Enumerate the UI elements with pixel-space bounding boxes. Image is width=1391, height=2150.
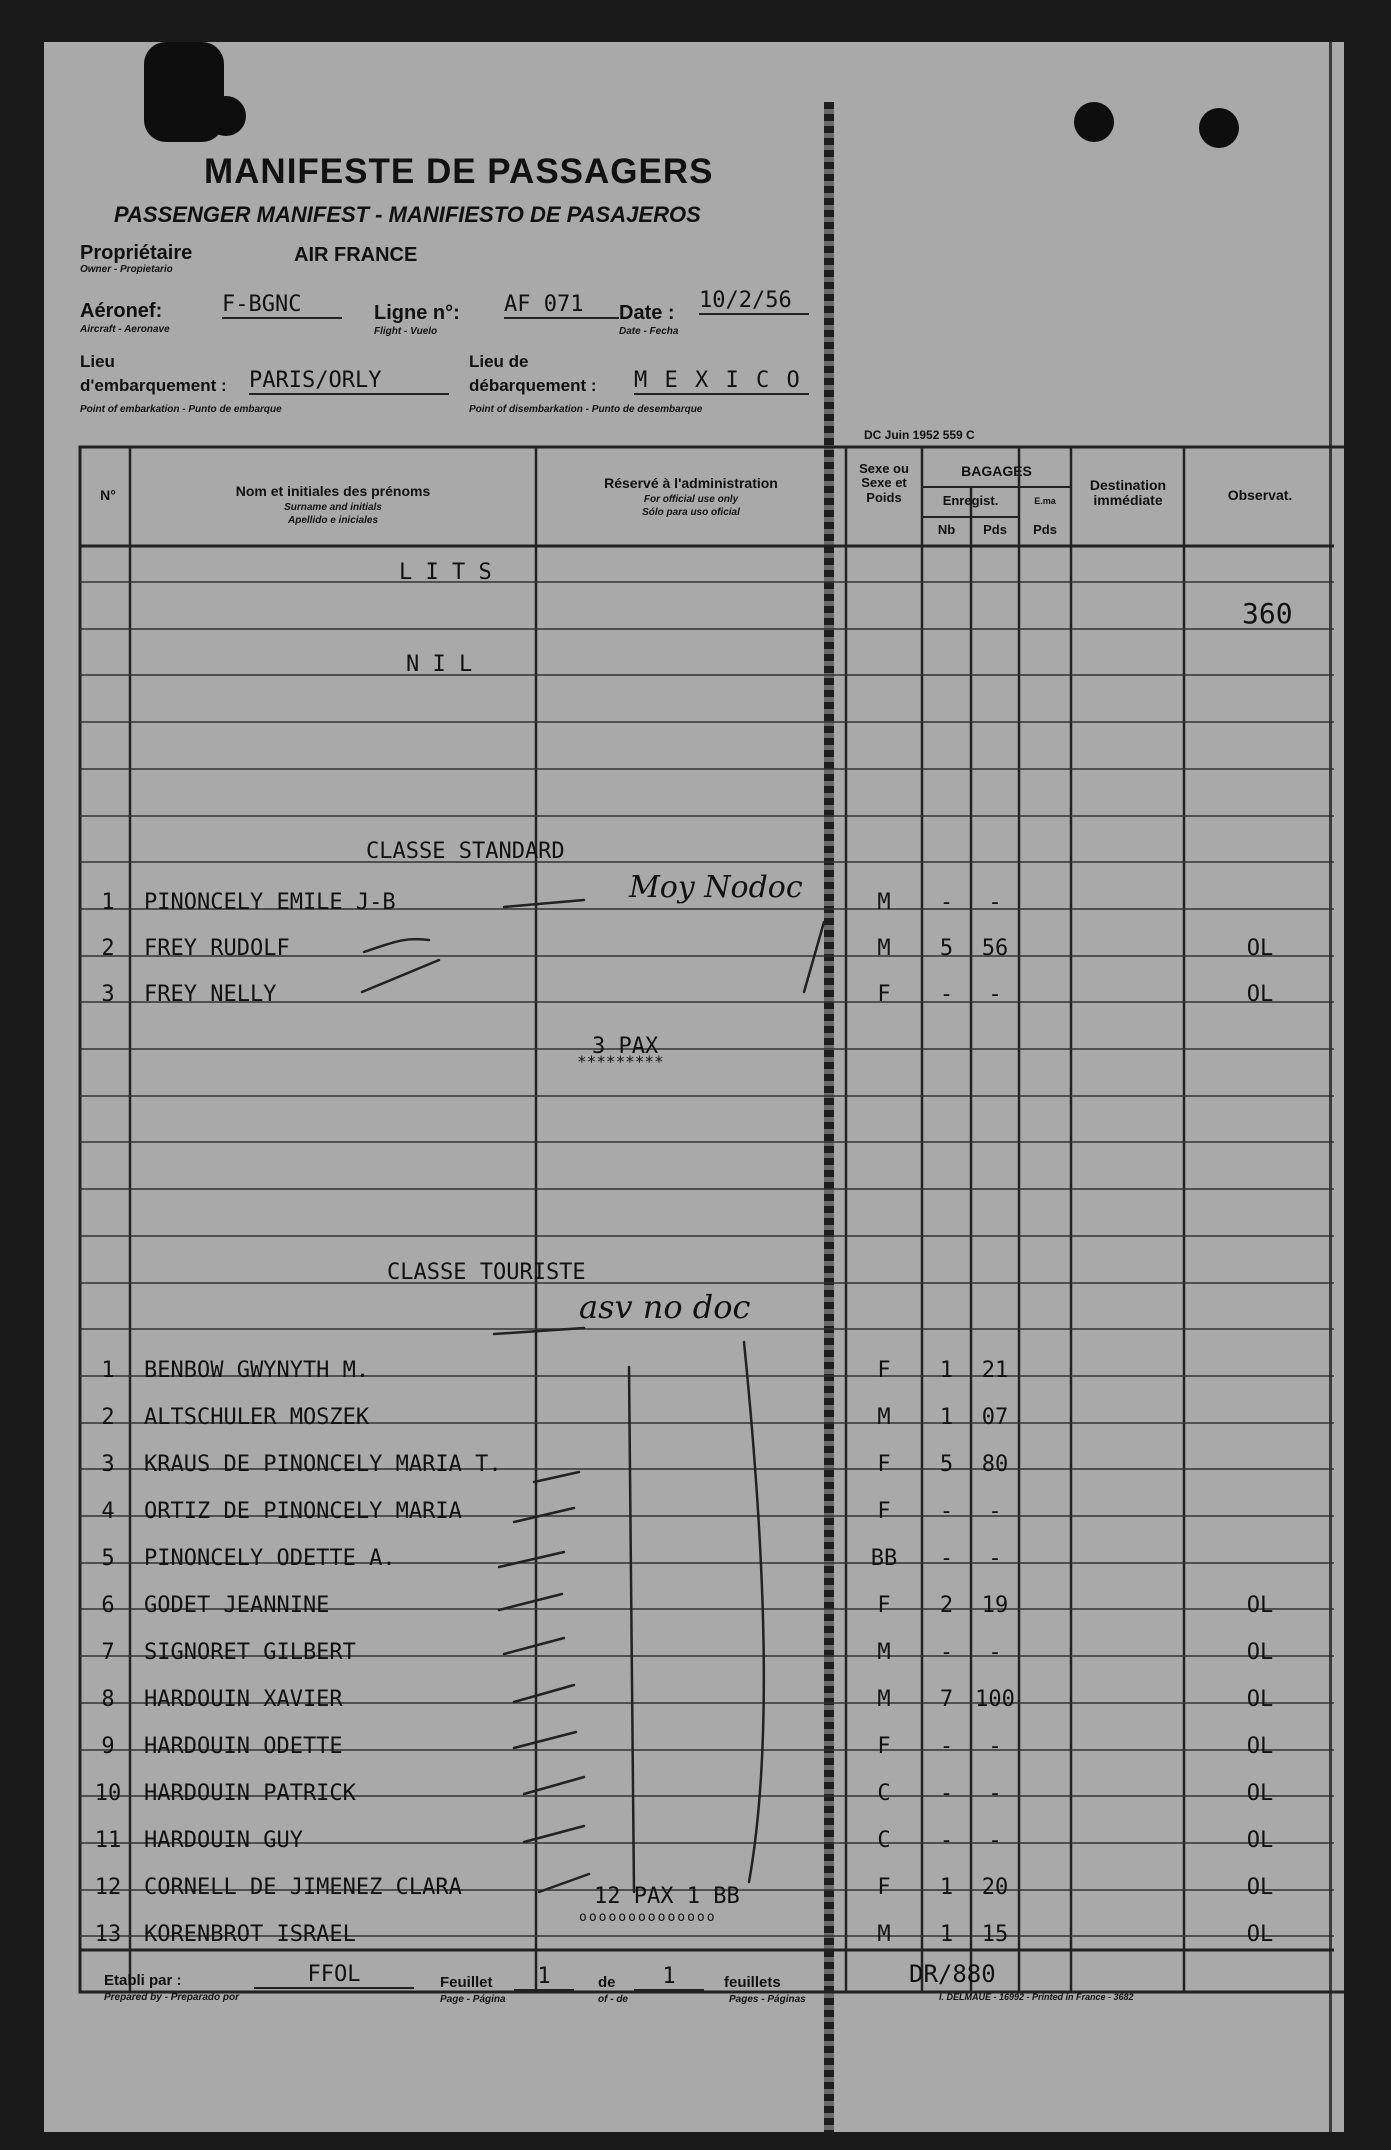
col-header-name: Nom et initiales des prénoms xyxy=(235,483,431,499)
passenger-name: KRAUS DE PINONCELY MARIA T. xyxy=(144,1452,502,1477)
passenger-pds: 21 xyxy=(981,1358,1009,1383)
owner-value: AIR FRANCE xyxy=(294,244,418,266)
of-label: de xyxy=(598,1974,616,1991)
passenger-pds: 20 xyxy=(981,1875,1009,1900)
passenger-obs: OL xyxy=(1246,982,1274,1007)
col-header-nb: Nb xyxy=(937,522,956,537)
passenger-nb: - xyxy=(939,1640,954,1665)
passenger-obs: OL xyxy=(1246,936,1274,961)
passenger-nb: 2 xyxy=(939,1593,954,1618)
flight-line-label: Ligne n°: xyxy=(374,302,460,324)
passenger-pds: 15 xyxy=(981,1922,1009,1947)
passenger-name: HARDOUIN XAVIER xyxy=(144,1687,343,1712)
col-header-registered: Enregist. xyxy=(942,493,999,508)
manifest-title: MANIFESTE DE PASSAGERS xyxy=(204,152,714,191)
passenger-pds: - xyxy=(988,1499,1002,1524)
owner-sublabel: Owner - Propietario xyxy=(80,264,173,275)
passenger-obs: OL xyxy=(1246,1593,1274,1618)
page-label: Feuillet xyxy=(440,1974,493,1991)
passenger-sex: M xyxy=(877,1640,891,1665)
passenger-nb: - xyxy=(939,890,954,915)
printer-imprint: I. DELMAUE - 16992 - Printed in France - 3682 xyxy=(939,1992,1134,2002)
prepared-by-value: FFOL xyxy=(254,1962,414,1989)
passenger-name: FREY RUDOLF xyxy=(144,936,290,961)
passenger-pds: - xyxy=(988,1640,1002,1665)
passenger-sex: M xyxy=(877,1922,891,1947)
passenger-sex: F xyxy=(877,1875,891,1900)
standard-total: 3 PAX xyxy=(592,1034,659,1059)
passenger-name: FREY NELLY xyxy=(144,982,277,1007)
owner-label: Propriétaire xyxy=(80,242,193,264)
col-header-sex: Sexe ou Sexe et Poids xyxy=(859,461,909,505)
lits-observation: 360 xyxy=(1242,597,1293,630)
flight-line-value: AF 071 xyxy=(504,292,619,319)
passenger-no: 4 xyxy=(101,1499,115,1524)
passenger-sex: F xyxy=(877,1734,891,1759)
flight-line-sublabel: Flight - Vuelo xyxy=(374,326,438,337)
passenger-obs: OL xyxy=(1246,1781,1274,1806)
disembark-label-line1: Lieu de xyxy=(469,352,529,371)
passenger-pds: 100 xyxy=(975,1687,1015,1712)
passenger-no: 1 xyxy=(101,890,115,915)
col-header-name-sub2: Apellido e iniciales xyxy=(287,515,379,526)
passenger-sex: M xyxy=(877,1687,891,1712)
passenger-pds: - xyxy=(988,1781,1002,1806)
passenger-nb: 5 xyxy=(939,936,954,961)
passenger-sex: C xyxy=(877,1828,891,1853)
passenger-no: 2 xyxy=(101,1405,115,1430)
passenger-sex: M xyxy=(877,890,891,915)
passenger-no: 9 xyxy=(101,1734,115,1759)
touriste-total: 12 PAX 1 BB xyxy=(594,1884,740,1909)
touriste-circles: oooooooooooooo xyxy=(579,1910,717,1925)
passenger-pds: 56 xyxy=(981,936,1009,961)
passenger-pds: 80 xyxy=(981,1452,1009,1477)
passenger-name: ORTIZ DE PINONCELY MARIA xyxy=(144,1499,462,1524)
passenger-sex: M xyxy=(877,936,891,961)
passenger-nb: 1 xyxy=(939,1922,954,1947)
passenger-name: ALTSCHULER MOSZEK xyxy=(144,1405,370,1430)
standard-annotation: Moy Nodoc xyxy=(629,870,803,905)
manifest-sheet xyxy=(44,42,1344,2132)
passenger-pds: - xyxy=(988,1546,1002,1571)
col-header-baggage: BAGAGES xyxy=(961,463,1032,479)
passenger-no: 11 xyxy=(94,1828,122,1853)
page-value: 1 xyxy=(514,1964,574,1991)
date-value: 10/2/56 xyxy=(699,288,809,315)
passenger-obs: OL xyxy=(1246,1875,1274,1900)
touriste-annotation: asv no doc xyxy=(579,1288,751,1326)
passenger-name: HARDOUIN PATRICK xyxy=(144,1781,356,1806)
col-header-pds: Pds xyxy=(983,522,1007,537)
aircraft-value: F-BGNC xyxy=(222,292,342,319)
passenger-name: GODET JEANNINE xyxy=(144,1593,330,1618)
passenger-pds: 19 xyxy=(981,1593,1009,1618)
col-header-no: N° xyxy=(100,487,116,503)
passenger-nb: - xyxy=(939,1546,954,1571)
passenger-sex: F xyxy=(877,1452,891,1477)
pages-sublabel: Pages - Páginas xyxy=(729,1994,806,2005)
prepared-by-sublabel: Prepared by - Preparado por xyxy=(104,1992,240,2003)
passenger-nb: - xyxy=(939,1734,954,1759)
passenger-pds: 07 xyxy=(981,1405,1009,1430)
passenger-no: 3 xyxy=(101,1452,115,1477)
passenger-sex: F xyxy=(877,1358,891,1383)
passenger-sex: F xyxy=(877,982,891,1007)
passenger-sex: C xyxy=(877,1781,891,1806)
embark-sublabel: Point of embarkation - Punto de embarque xyxy=(80,404,282,415)
passenger-nb: - xyxy=(939,1828,954,1853)
passenger-pds: - xyxy=(988,982,1002,1007)
passenger-sex: F xyxy=(877,1593,891,1618)
col-header-pds2: Pds xyxy=(1033,522,1057,537)
aircraft-label: Aéronef: xyxy=(80,300,163,322)
passenger-no: 7 xyxy=(101,1640,115,1665)
passenger-pds: - xyxy=(988,1734,1002,1759)
page-sublabel: Page - Página xyxy=(440,1994,506,2005)
passenger-name: HARDOUIN GUY xyxy=(144,1828,303,1853)
pages-label: feuillets xyxy=(724,1974,781,1991)
col-header-observations: Observat. xyxy=(1227,487,1293,503)
passenger-nb: - xyxy=(939,982,954,1007)
passenger-no: 6 xyxy=(101,1593,115,1618)
col-header-reserved-sub1: For official use only xyxy=(643,494,739,505)
passenger-no: 5 xyxy=(101,1546,115,1571)
passenger-obs: OL xyxy=(1246,1687,1274,1712)
col-header-reserved: Réservé à l'administration xyxy=(604,475,778,491)
passenger-name: PINONCELY EMILE J-B xyxy=(144,890,396,915)
passenger-nb: - xyxy=(939,1781,954,1806)
section-heading-standard: CLASSE STANDARD xyxy=(366,839,565,864)
passenger-pds: - xyxy=(988,1828,1002,1853)
disembark-value: M E X I C O xyxy=(634,368,809,395)
date-sublabel: Date - Fecha xyxy=(619,326,679,337)
passenger-no: 2 xyxy=(101,936,115,961)
disembark-label-line2: débarquement : xyxy=(469,376,597,395)
embark-value: PARIS/ORLY xyxy=(249,368,449,395)
passenger-nb: 7 xyxy=(939,1687,954,1712)
passenger-nb: 5 xyxy=(939,1452,954,1477)
passenger-nb: 1 xyxy=(939,1875,954,1900)
passenger-name: CORNELL DE JIMENEZ CLARA xyxy=(144,1875,462,1900)
of-value: 1 xyxy=(634,1964,704,1991)
passenger-pds: - xyxy=(988,890,1002,915)
col-header-em: E.ma xyxy=(1034,496,1056,506)
passenger-sex: BB xyxy=(870,1546,898,1571)
passenger-nb: 1 xyxy=(939,1405,954,1430)
date-label: Date : xyxy=(619,302,675,324)
passenger-no: 1 xyxy=(101,1358,115,1383)
section-heading-touriste: CLASSE TOURISTE xyxy=(387,1260,586,1285)
passenger-nb: - xyxy=(939,1499,954,1524)
passenger-no: 10 xyxy=(94,1781,122,1806)
passenger-name: HARDOUIN ODETTE xyxy=(144,1734,343,1759)
passenger-no: 13 xyxy=(94,1922,122,1947)
passenger-obs: OL xyxy=(1246,1922,1274,1947)
passenger-obs: OL xyxy=(1246,1828,1274,1853)
lits-value: N I L xyxy=(406,652,473,677)
handwritten-marks xyxy=(44,42,1344,2132)
passenger-obs: OL xyxy=(1246,1734,1274,1759)
passenger-name: PINONCELY ODETTE A. xyxy=(144,1546,396,1571)
embark-label-line1: Lieu xyxy=(80,352,115,371)
aircraft-sublabel: Aircraft - Aeronave xyxy=(80,324,170,335)
passenger-nb: 1 xyxy=(939,1358,954,1383)
of-sublabel: of - de xyxy=(598,1994,628,2005)
manifest-subtitle: PASSENGER MANIFEST - MANIFIESTO DE PASAJEROS xyxy=(114,202,701,227)
passenger-sex: F xyxy=(877,1499,891,1524)
disembark-sublabel: Point of disembarkation - Punto de desembarque xyxy=(469,404,703,415)
passenger-name: KORENBROT ISRAEL xyxy=(144,1922,356,1947)
standard-stars: ********* xyxy=(577,1052,664,1071)
passenger-name: SIGNORET GILBERT xyxy=(144,1640,356,1665)
passenger-name: BENBOW GWYNYTH M. xyxy=(144,1358,370,1383)
form-reference: DC Juin 1952 559 C xyxy=(864,428,975,442)
passenger-no: 3 xyxy=(101,982,115,1007)
col-header-destination: Destination immédiate xyxy=(1089,477,1167,509)
passenger-no: 8 xyxy=(101,1687,115,1712)
passenger-sex: M xyxy=(877,1405,891,1430)
document-reference: DR/880 xyxy=(909,1960,996,1988)
col-header-reserved-sub2: Sólo para uso oficial xyxy=(642,507,740,518)
section-heading-lits: L I T S xyxy=(399,560,492,585)
prepared-by-label: Etabli par : xyxy=(104,1972,182,1989)
passenger-no: 12 xyxy=(94,1875,122,1900)
col-header-name-sub1: Surname and initials xyxy=(284,502,382,513)
passenger-obs: OL xyxy=(1246,1640,1274,1665)
embark-label-line2: d'embarquement : xyxy=(80,376,227,395)
